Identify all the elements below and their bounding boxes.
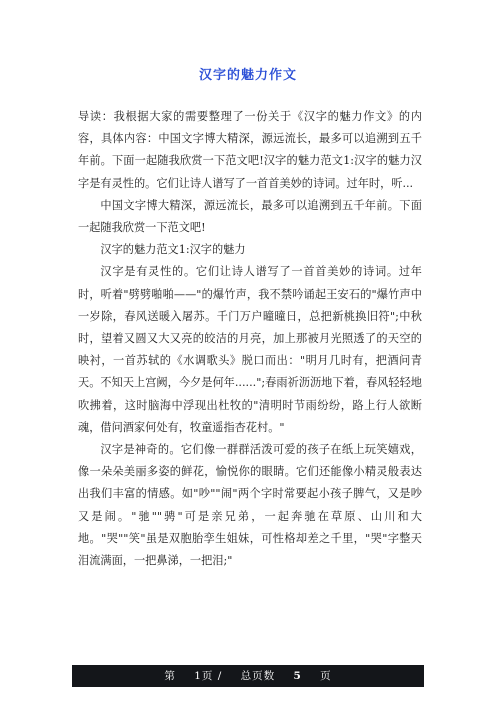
intro-paragraph: 中国文字博大精深，源远流长，最多可以追溯到五千年前。下面一起随我欣赏一下范文吧! — [78, 198, 422, 235]
document-title: 汉字的魅力作文 — [198, 68, 297, 83]
footer-page-prefix: 第 — [164, 670, 176, 682]
footer-total-label: 总页数 — [240, 670, 276, 682]
summary-paragraph: 导读：我根据大家的需要整理了一份关于《汉字的魅力作文》的内容，具体内容：中国文字博大精深，源远流长，最多可以追溯到五千年前。下面一起随我欣赏一下范文吧!汉字的魅力范文1:汉字的魅力汉字是有灵性的。它们让诗人谱写了一首首美妙的诗词。过年时，听... — [78, 110, 422, 190]
footer-total-suffix: 页 — [320, 670, 332, 682]
page-footer — [72, 665, 424, 687]
section-heading: 汉字的魅力范文1:汉字的魅力 — [100, 243, 246, 257]
footer-total-pages: 5 — [293, 670, 302, 682]
document-body — [78, 106, 422, 572]
footer-page-number: 1页 / — [194, 670, 223, 682]
body-paragraph: 汉字是神奇的。它们像一群群活泼可爱的孩子在纸上玩笑嬉戏，像一朵朵美丽多姿的鲜花，愉悦你的眼睛。它们还能像小精灵般表达出我们丰富的情感。如"吵""闹"两个字时常要起小孩子脾气，又是吵又是闹。"驰""骋"可是亲兄弟，一起奔驰在草原、山川和大地。"哭""笑"虽是双胞胎孪生姐妹，可性格却差之千里，"哭"字整天泪流满面，一把鼻涕，一把泪;" — [78, 443, 422, 568]
body-paragraph: 汉字是有灵性的。它们让诗人谱写了一首首美妙的诗词。过年时，听着"劈劈啪啪——"的爆竹声，我不禁吟诵起王安石的"爆竹声中一岁除，春风送暖入屠苏。千门万户曈曈日，总把新桃换旧符";中秋时，望着又圆又大又亮的皎洁的月亮，加上那被月光照透了的天空的映衬，一首苏轼的《水调歌头》脱口而出："明月几时有，把酒问青天。不知天上宫阙，今夕是何年......";春雨祈沥沥地下着，春风轻轻地吹拂着，这时脑海中浮现出杜牧的"清明时节雨纷纷，路上行人欲断魂，借问酒家何处有，牧童遥指杏花村。" — [78, 265, 422, 434]
